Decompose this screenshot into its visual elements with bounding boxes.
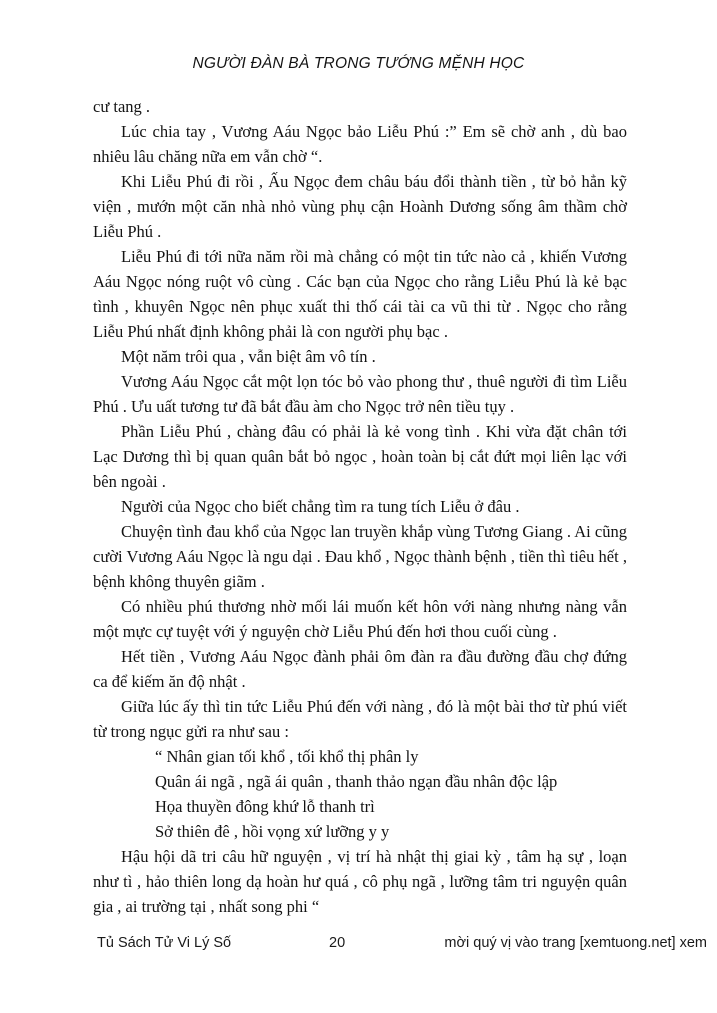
body-paragraph: Một năm trôi qua , vẫn biệt âm vô tín .: [121, 347, 376, 366]
footer-series-title: Tủ Sách Tử Vi Lý Số: [97, 935, 232, 951]
footer-page-number: 20: [329, 935, 346, 951]
body-paragraph: Liễu Phú đi tới nữa năm rồi mà chẳng có một tin tức nào cả , khiến Vương Aáu Ngọc nóng ruột vô cùng . Các bạn của Ngọc cho rằng Liễu Phú là kẻ bạc tình , khuyên Ngọc nên phục xuất thi thố cái tài ca vũ thi từ . Ngọc cho rằng Liễu Phú nhất định không phải là con người phụ bạc .: [93, 247, 627, 341]
footer-promo-note: mời quý vị vào trang [xemtuong.net] xem: [444, 935, 707, 951]
body-paragraph: Khi Liễu Phú đi rồi , Ấu Ngọc đem châu báu đổi thành tiền , từ bỏ hẳn kỹ viện , mướn một căn nhà nhỏ vùng phụ cận Hoành Dương sống âm thầm chờ Liễu Phú .: [93, 172, 627, 241]
body-paragraph: Hậu hội dã tri câu hữ nguyện , vị trí hà nhật thị giai kỳ , tâm hạ sự , loạn như tì , hảo thiên long dạ hoàn hư quá , cô phụ ngã , lưỡng tâm tri nguyện quân gia , ai trường tại , nhất song phi “: [93, 847, 627, 916]
body-paragraph: Có nhiều phú thương nhờ mối lái muốn kết hôn với nàng nhưng nàng vẫn một mực cự tuyệt với ý nguyện chờ Liễu Phú đến hơi thou cuối cùng .: [93, 597, 627, 641]
poem-line: “ Nhân gian tối khổ , tối khổ thị phân ly: [155, 747, 419, 766]
body-paragraph: cư tang .: [93, 97, 151, 116]
body-paragraph: Phần Liễu Phú , chàng đâu có phải là kẻ vong tình . Khi vừa đặt chân tới Lạc Dương thì bị quan quân bắt bỏ ngọc , hoàn toàn bị cắt đứt mọi liên lạc với bên ngoài .: [93, 422, 627, 491]
poem-line: Họa thuyền đông khứ lỗ thanh trì: [155, 797, 375, 816]
body-paragraph: Lúc chia tay , Vương Aáu Ngọc bảo Liễu Phú :” Em sẽ chờ anh , dù bao nhiêu lâu chăng nữa em vẫn chờ “.: [93, 122, 627, 166]
body-paragraph: Chuyện tình đau khổ của Ngọc lan truyền khắp vùng Tương Giang . Ai cũng cười Vương Aáu Ngọc là ngu dại . Đau khổ , Ngọc thành bệnh , tiền thì tiêu hết , bệnh không thuyên giãm .: [93, 522, 627, 591]
poem-line: Quân ái ngã , ngã ái quân , thanh thảo ngạn đầu nhân độc lập: [155, 772, 558, 791]
body-paragraph: Người của Ngọc cho biết chẳng tìm ra tung tích Liễu ở đâu .: [121, 497, 520, 516]
page-text-body: [93, 94, 627, 919]
poem-line: Sở thiên đê , hồi vọng xứ lưỡng y y: [155, 822, 390, 841]
body-paragraph: Giữa lúc ấy thì tin tức Liễu Phú đến với nàng , đó là một bài thơ từ phú viết từ trong ngục gửi ra như sau :: [93, 697, 627, 741]
body-paragraph: Vương Aáu Ngọc cắt một lọn tóc bỏ vào phong thư , thuê người đi tìm Liễu Phú . Ưu uất tương tư đã bắt đầu àm cho Ngọc trở nên tiều tụy .: [93, 372, 627, 416]
page-header-title: NGƯỜI ĐÀN BÀ TRONG TƯỚNG MỆNH HỌC: [192, 55, 525, 72]
body-paragraph: Hết tiền , Vương Aáu Ngọc đành phải ôm đàn ra đầu đường đầu chợ đứng ca để kiếm ăn độ nhật .: [93, 647, 627, 691]
page-footer: [97, 935, 707, 955]
